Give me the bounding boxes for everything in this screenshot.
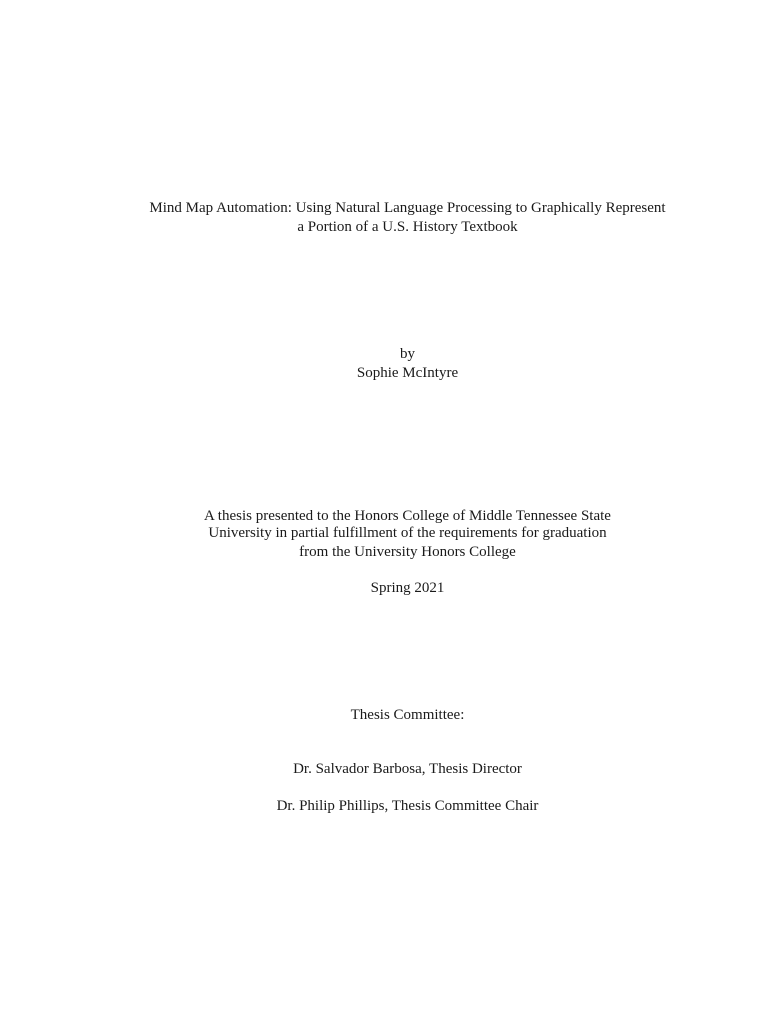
committee-member-director: Dr. Salvador Barbosa, Thesis Director xyxy=(293,761,522,777)
term-date: Spring 2021 xyxy=(370,580,445,596)
author-name: Sophie McIntyre xyxy=(356,365,459,381)
thesis-title-line-1: Mind Map Automation: Using Natural Language Processing to Graphically Represent xyxy=(149,200,666,216)
thesis-statement-line-1: A thesis presented to the Honors College of Middle Tennessee State xyxy=(204,508,611,524)
thesis-statement-line-2: University in partial fulfillment of the requirements for graduation xyxy=(208,525,607,541)
thesis-statement-line-3: from the University Honors College xyxy=(299,544,516,560)
committee-member-chair: Dr. Philip Phillips, Thesis Committee Chair xyxy=(276,798,539,814)
thesis-title-line-2: a Portion of a U.S. History Textbook xyxy=(297,219,518,235)
by-label: by xyxy=(400,346,415,362)
committee-heading: Thesis Committee: xyxy=(350,707,465,723)
